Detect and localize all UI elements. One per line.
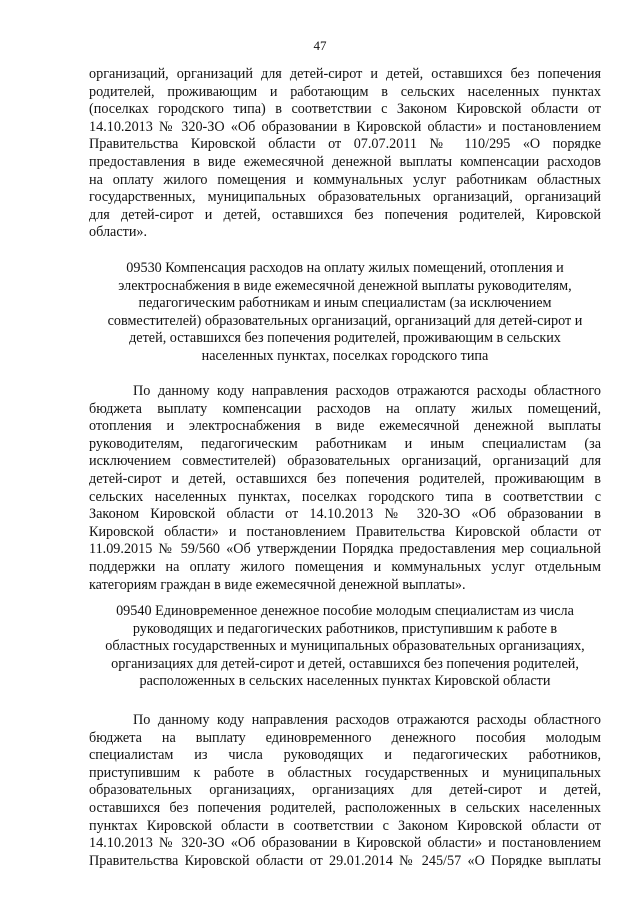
heading-line: совместителей) образовательных организаций, организаций для детей-сирот и (107, 312, 583, 329)
page-number: 47 (313, 38, 327, 53)
text-line: бюджета на выплату единовременного денежного пособия молодым (89, 729, 601, 746)
text-line: Правительства Кировской области от 29.01.2014 № 245/57 «О Порядке выплаты (89, 852, 601, 869)
section-09540-heading (89, 603, 601, 691)
text-line: сельских населенных пунктах, поселках городского типа в соответствии с (89, 488, 601, 505)
heading-line: электроснабжения в виде ежемесячной денежной выплаты руководителям, (118, 277, 572, 294)
heading-line: областных государственных и муниципальных образовательных организациях, (105, 638, 585, 655)
text-line: исключением совместителей) образовательных организаций, организаций для (89, 453, 601, 470)
text-line: специалистам из числа руководящих и педагогических работников, (89, 747, 601, 764)
section-09530-heading (89, 260, 601, 366)
heading-line: руководящих и педагогических работников, приступившим к работе в (132, 620, 558, 637)
text-line: 14.10.2013 № 320-ЗО «Об образовании в Кировской области» и постановлением (89, 118, 601, 135)
heading-line: педагогическим работникам и иным специалистам (за исключением (138, 295, 552, 312)
text-line: предоставления в виде ежемесячной денежной выплаты компенсации расходов (89, 153, 601, 170)
heading-line: расположенных в сельских населенных пунктах Кировской области (139, 673, 551, 690)
text-line: 11.09.2015 № 59/560 «Об утверждении Порядка предоставления мер социальной (89, 541, 601, 558)
heading-line: 09540 Единовременное денежное пособие молодым специалистам из числа (116, 603, 574, 619)
text-line: пунктах Кировской области в соответствии с Законом Кировской области от (89, 817, 601, 834)
section-09530-body (89, 383, 601, 594)
text-line: поддержки на оплату жилого помещения и коммунальных услуг отдельным (89, 558, 601, 575)
text-line: По данному коду направления расходов отражаются расходы областного (133, 383, 601, 399)
text-line: 14.10.2013 № 320-ЗО «Об образовании в Кировской области» и постановлением (89, 835, 601, 852)
text-line: государственных, муниципальных образовательных организаций, организаций (89, 189, 601, 206)
text-line: По данному коду направления расходов отражаются расходы областного (133, 712, 601, 728)
text-line: организаций, организаций для детей-сирот и детей, оставшихся без попечения (89, 66, 601, 82)
text-line: на оплату жилого помещения и коммунальных услуг работникам областных (89, 171, 601, 188)
text-line: оставшихся без попечения родителей, расположенных в сельских населенных (89, 799, 601, 816)
heading-line: детей, оставшихся без попечения родителей, проживающим в сельских (129, 330, 561, 347)
text-line: для детей-сирот и детей, оставшихся без попечения родителей, Кировской (89, 206, 601, 223)
text-line: образовательных организациях, организациях для детей-сирот и детей, (89, 782, 601, 799)
heading-line: населенных пунктах, поселках городского типа (201, 347, 489, 364)
text-line: категориям граждан в виде ежемесячной денежной выплаты». (89, 576, 466, 593)
text-line: отопления и электроснабжения в виде ежемесячной денежной выплаты (89, 418, 601, 435)
section-09540-body (89, 712, 601, 870)
heading-line: организациях для детей-сирот и детей, оставшихся без попечения родителей, (111, 655, 579, 672)
text-line: Законом Кировской области от 14.10.2013 № 320-ЗО «Об образовании в (89, 506, 601, 523)
text-line: бюджета выплату компенсации расходов на оплату жилых помещений, (89, 400, 601, 417)
text-line: области». (89, 224, 148, 241)
text-line: (поселках городского типа) в соответствии с Законом Кировской области от (89, 101, 601, 118)
intro-paragraph (89, 66, 601, 242)
text-line: Правительства Кировской области от 07.07.2011 № 110/295 «О порядке (89, 136, 601, 153)
text-line: приступившим к работе в областных государственных и муниципальных (89, 764, 601, 781)
text-line: детей-сирот и детей, оставшихся без попечения родителей, проживающим в (89, 470, 601, 487)
text-line: руководителям, педагогическим работникам и иным специалистам (за (89, 435, 601, 452)
text-line: Кировской области» и постановлением Правительства Кировской области от (89, 523, 601, 540)
text-line: родителей, проживающим и работающим в сельских населенных пунктах (89, 83, 601, 100)
heading-line: 09530 Компенсация расходов на оплату жилых помещений, отопления и (126, 260, 564, 276)
